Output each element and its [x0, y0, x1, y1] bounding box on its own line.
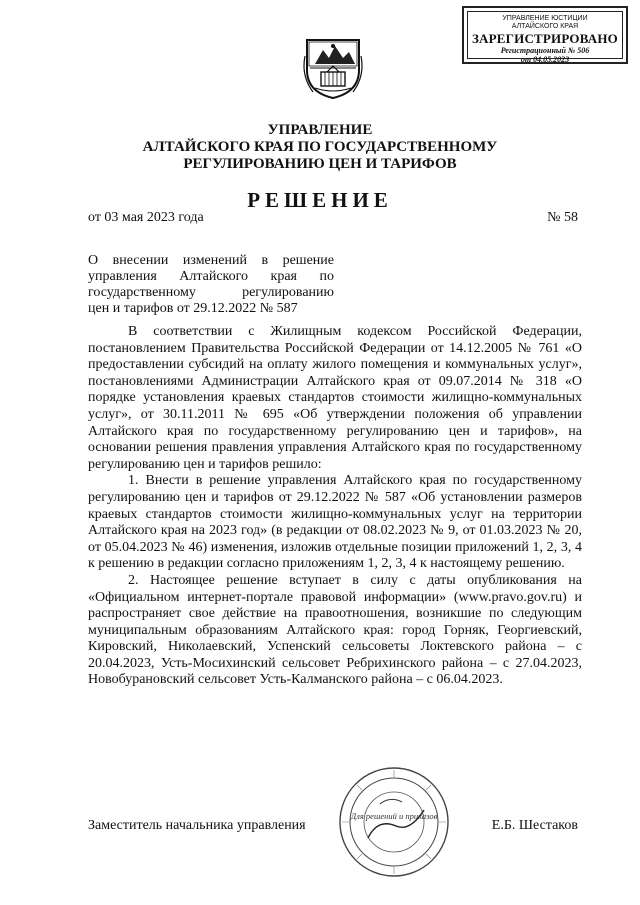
document-subject	[88, 253, 334, 317]
body-paragraph-preamble: В соответствии с Жилищным кодексом Российской Федерации, постановлением Правительства Российской Федерации от 14.12.2005 № 761 «О предоставлении субсидий на оплату жилого помещения и коммунальных услуг», постановлениями Администрации Алтайского края от 09.07.2014 № 318 «О порядке установления краевых стандартов стоимости жилищно-коммунальных услуг», от 30.11.2011 № 695 «Об утверждении положения об управлении Алтайского края по государственному регулированию цен и тарифов», на основании решения правления управления Алтайского края по государственному регулированию цен и тарифов решило:	[88, 324, 582, 472]
signer-name: Е.Б. Шестаков	[491, 818, 578, 833]
org-line-2: АЛТАЙСКОГО КРАЯ ПО ГОСУДАРСТВЕННОМУ	[142, 139, 498, 155]
stamp-authority-line2: АЛТАЙСКОГО КРАЯ	[511, 23, 579, 30]
registration-stamp-inner	[467, 11, 623, 64]
document-type-title: РЕШЕНИЕ	[247, 188, 393, 212]
subject-line-4: цен и тарифов от 29.12.2022 № 587	[88, 301, 298, 316]
registration-stamp	[462, 6, 628, 64]
signer-position: Заместитель начальника управления	[88, 818, 306, 833]
altai-coat-of-arms-icon	[303, 36, 363, 100]
seal-caption: Для решений и приказов	[350, 811, 438, 821]
round-seal-icon	[338, 766, 450, 878]
body-paragraph-item-1: 1. Внести в решение управления Алтайского края по государственному регулированию цен и тарифов от 29.12.2022 № 587 «Об установлении размеров краевых стандартов стоимости жилищно-коммунальных услуг на территории Алтайского края на 2023 год» (в редакции от 08.02.2023 № 9, от 01.03.2023 № 20, от 05.04.2023 № 46) изменения, изложив отдельные позиции приложений 1, 2, 3, 4 к решению в редакции согласно приложениям 1, 2, 3, 4 к настоящему решению.	[88, 473, 582, 572]
stamp-reg-number: Регистрационный № 506	[500, 46, 590, 55]
body-paragraph-item-2: 2. Настоящее решение вступает в силу с даты опубликования на «Официальном интернет-портале правовой информации» (www.pravo.gov.ru) и распространяет свое действие на правоотношения, возникшие по следующим муниципальным образованиям Алтайского края: город Горняк, Георгиевский, Кировский, Николаевский, Успенский сельсоветы Локтевского района – с 20.04.2023, Усть-Мосихинский сельсовет Ребрихинского района – с 27.04.2023, Новобурановский сельсовет Усть-Калманского района – с 06.04.2023.	[88, 572, 582, 688]
document-date: от 03 мая 2023 года	[88, 210, 204, 225]
org-line-3: РЕГУЛИРОВАНИЮ ЦЕН И ТАРИФОВ	[183, 156, 457, 172]
org-line-1: УПРАВЛЕНИЕ	[267, 122, 373, 138]
subject-line-3: государственному регулированию	[88, 285, 334, 300]
subject-line-1: О внесении изменений в решение	[88, 253, 334, 268]
stamp-reg-date: от 04.05.2023	[520, 55, 570, 64]
stamp-authority-line1: УПРАВЛЕНИЕ ЮСТИЦИИ	[502, 15, 588, 22]
document-number: № 58	[547, 210, 578, 225]
organization-header	[100, 122, 540, 173]
document-body	[88, 324, 582, 689]
stamp-title: ЗАРЕГИСТРИРОВАНО	[472, 31, 618, 46]
subject-line-2: управления Алтайского края по	[88, 269, 334, 284]
